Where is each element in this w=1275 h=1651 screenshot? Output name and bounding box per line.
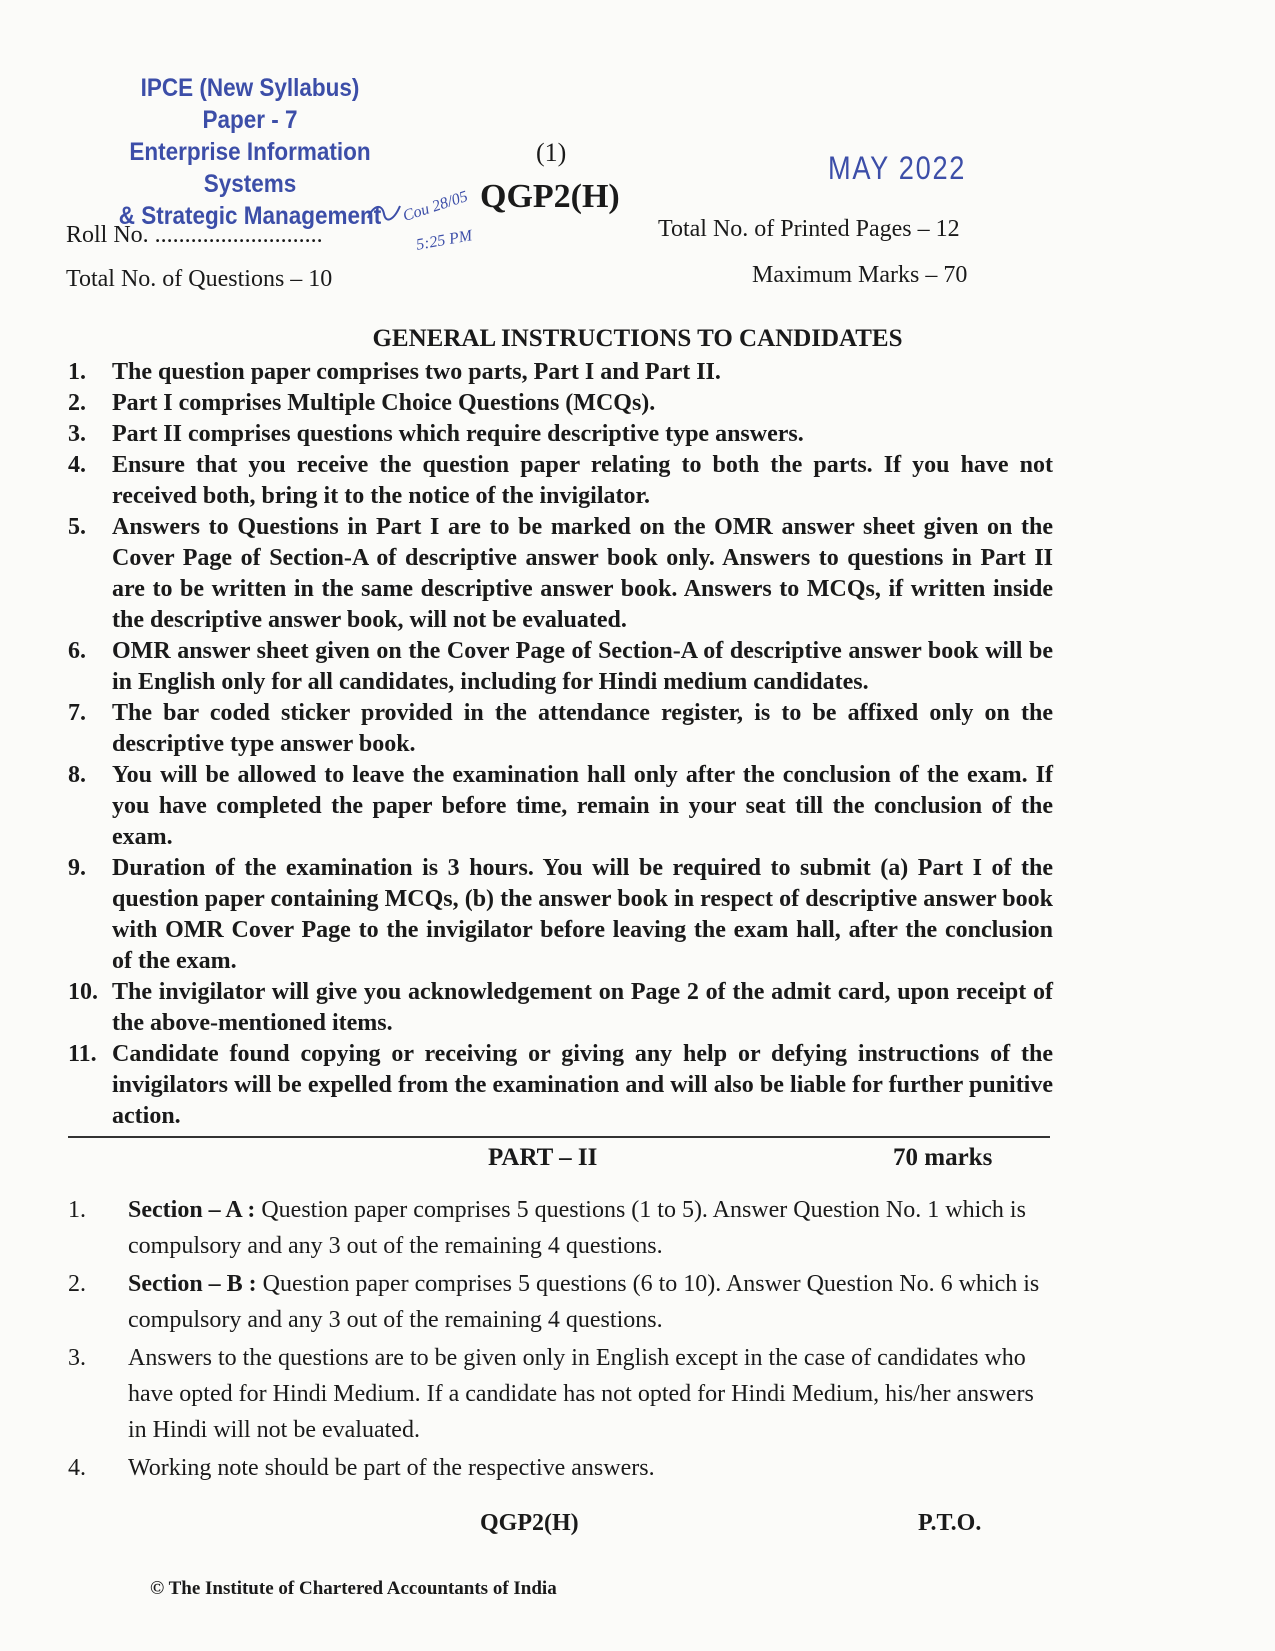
list-item: 1. Section – A : Question paper comprises 5 questions (1 to 5). Answer Question No. 1 which is compulsory and any 3 out of the remaining 4 questions. [68,1197,1026,1259]
list-item: 7. The bar coded sticker provided in the attendance register, is to be affixed only on the descriptive type answer book. [68,700,1053,757]
part-two-marks: 70 marks [893,1144,993,1171]
please-turn-over: P.T.O. [918,1510,982,1536]
list-item: 5. Answers to Questions in Part I are to be marked on the OMR answer sheet given on the Cover Page of Section-A of descriptive answer book only. Answers to questions in Part II are to be written in the same descriptive answer book. Answers to MCQs, if written inside the descriptive answer book, will not be evaluated. [68,514,1053,633]
general-instructions-title: GENERAL INSTRUCTIONS TO CANDIDATES [372,325,903,352]
handwritten-note [372,188,482,272]
general-instructions-list [68,357,1053,1132]
list-item: 1. The question paper comprises two parts, Part I and Part II. [68,359,721,385]
list-item: 2. Section – B : Question paper comprises 5 questions (6 to 10). Answer Question No. 6 which is compulsory and any 3 out of the remaining 4 questions. [68,1271,1040,1333]
page-number: (1) [536,138,567,167]
section-divider [68,1136,1050,1138]
handwritten-date: Cou 28/05 [400,188,470,225]
list-item: 3. Answers to the questions are to be given only in English except in the case of candidates who have opted for Hindi Medium. If a candidate has not opted for Hindi Medium, his/her answers in Hindi will not be evaluated. [68,1345,1034,1443]
subject-line-1: Enterprise Information Systems [129,138,371,198]
section-label: Section – A : [128,1197,256,1223]
part-two-instructions-list [68,1192,1053,1488]
section-label: Section – B : [128,1271,257,1297]
maximum-marks: Maximum Marks – 70 [752,262,968,288]
list-item: 2. Part I comprises Multiple Choice Questions (MCQs). [68,390,656,416]
list-item: 8. You will be allowed to leave the examination hall only after the conclusion of the exam. If you have completed the paper before time, remain in your seat till the conclusion of the exam. [68,762,1053,850]
list-item: 6. OMR answer sheet given on the Cover Page of Section-A of descriptive answer book will be in English only for all candidates, including for Hindi medium candidates. [68,638,1053,695]
paper-code: QGP2(H) [480,178,620,215]
list-item: 9. Duration of the examination is 3 hours. You will be required to submit (a) Part I of the question paper containing MCQs, (b) the answer book in respect of descriptive answer book with OMR Cover Page to the invigilator before leaving the exam hall, after the conclusion of the exam. [68,855,1053,974]
session-stamp: MAY 2022 [828,150,967,186]
list-item: 3. Part II comprises questions which require descriptive type answers. [68,421,804,447]
total-questions: Total No. of Questions – 10 [66,266,333,292]
list-item: 4. Ensure that you receive the question paper relating to both the parts. If you have not received both, bring it to the notice of the invigilator. [68,452,1053,509]
handwritten-time: 5:25 PM [414,227,474,254]
list-item: 10. The invigilator will give you acknowledgement on Page 2 of the admit card, upon receipt of the above-mentioned items. [68,979,1053,1036]
footer-paper-code: QGP2(H) [480,1510,579,1536]
part-two-title: PART – II [488,1144,598,1171]
subject-line-2: & Strategic Management [118,202,382,230]
signature-scribble-icon [364,200,404,224]
list-item: 4. Working note should be part of the respective answers. [68,1455,655,1481]
exam-name: IPCE (New Syllabus) [140,74,360,102]
paper-number: Paper - 7 [202,106,298,134]
roll-number: Roll No. ............................ [66,222,323,248]
list-item: 11. Candidate found copying or receiving or giving any help or defying instructions of the invigilators will be expelled from the examination and will also be liable for further punitive action. [68,1041,1053,1129]
printed-pages: Total No. of Printed Pages – 12 [658,216,960,242]
copyright-notice: © The Institute of Chartered Accountants of India [150,1578,557,1599]
